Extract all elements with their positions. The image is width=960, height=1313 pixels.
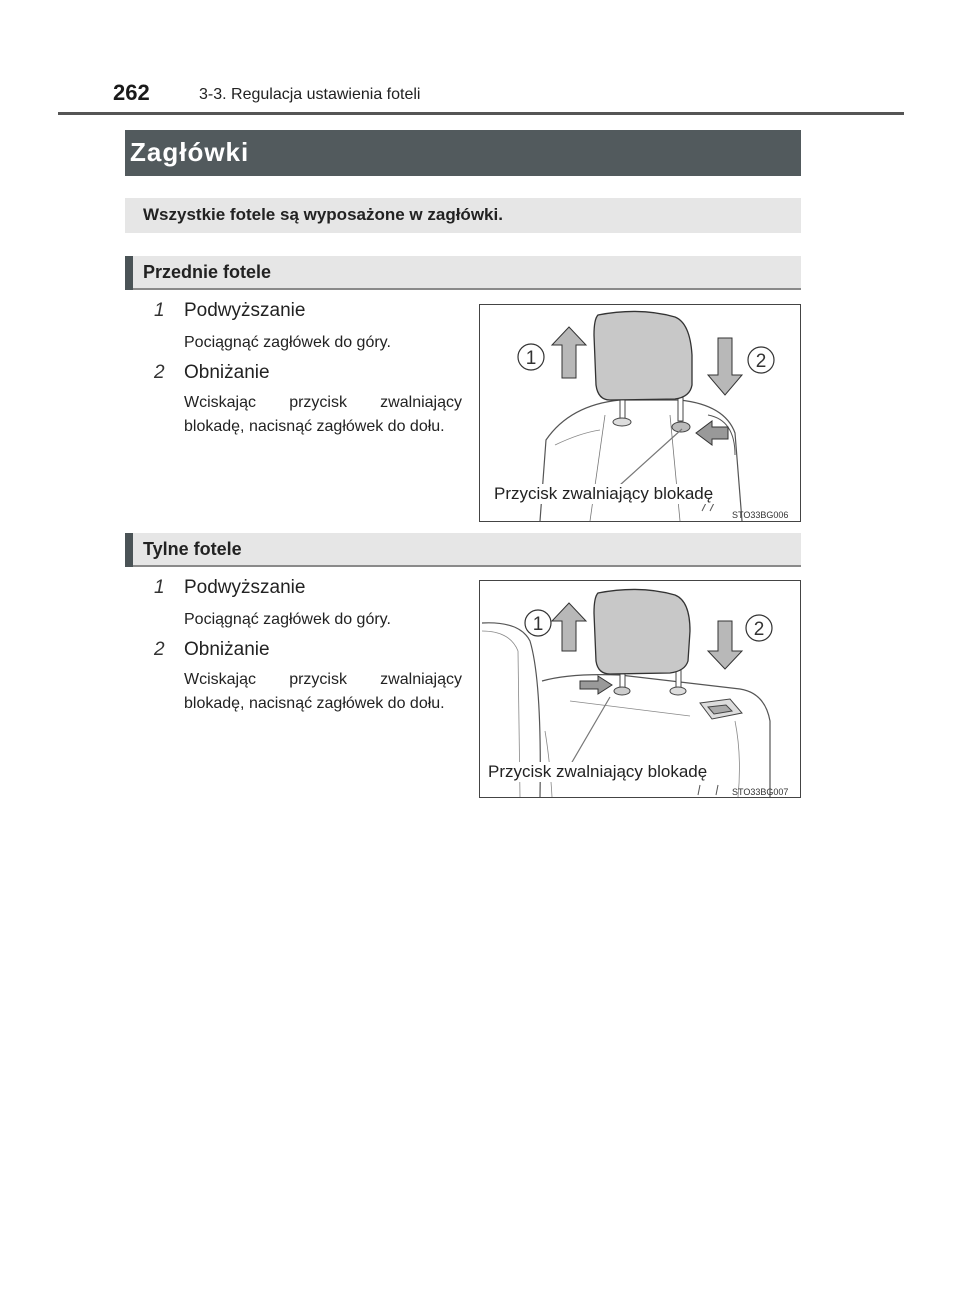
step-number: 2 [154,639,165,660]
release-button-label: Przycisk zwalniający blokadę [494,484,714,503]
page-title: Zagłówki [130,137,250,167]
step-description: Pociągnąć zagłówek do góry. [184,334,391,351]
step-number: 1 [154,577,165,598]
step-title: Obniżanie [184,362,270,383]
step-title: Podwyższanie [184,300,306,321]
figure-callout-2: 2 [755,351,767,372]
heading-marker [125,533,133,567]
release-button-label: Przycisk zwalniający blokadę [488,762,708,781]
step-number: 2 [154,362,165,383]
rear-headrest-figure [479,580,801,798]
section-breadcrumb: 3-3. Regulacja ustawienia foteli [199,86,421,103]
step-title: Obniżanie [184,639,270,660]
step-description: Pociągnąć zagłówek do góry. [184,611,391,628]
section-heading-text: Tylne fotele [143,539,242,559]
front-headrest-figure [479,304,801,522]
page-number: 262 [113,80,150,105]
heading-marker [125,256,133,290]
step-title: Podwyższanie [184,577,306,598]
figure-code: STO33BG006 [732,510,789,520]
step-description: Wciskając przycisk zwalniający blokadę, nacisnąć zagłówek do dołu. [184,394,462,435]
figure-code: STO33BG007 [732,787,789,797]
intro-text: Wszystkie fotele są wyposażone w zagłówki. [143,205,503,224]
header-divider [58,112,904,115]
step-number: 1 [154,300,165,321]
figure-callout-1: 1 [532,614,544,635]
figure-callout-2: 2 [753,619,765,640]
section-heading-text: Przednie fotele [143,262,272,282]
section-heading-front [125,256,801,290]
figure-callout-1: 1 [525,348,537,369]
step-description: Wciskając przycisk zwalniający blokadę, nacisnąć zagłówek do dołu. [184,671,462,712]
section-heading-rear [125,533,801,567]
